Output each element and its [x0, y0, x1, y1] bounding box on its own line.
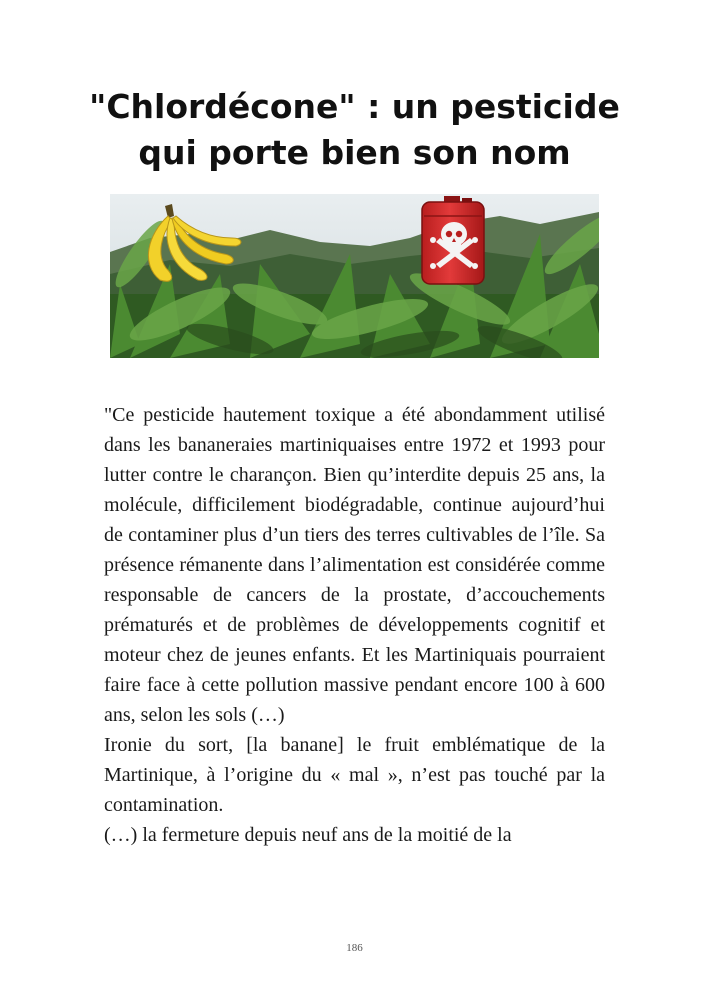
page-title-line-2: qui porte bien son nom: [138, 133, 571, 172]
paragraph-3: (…) la fermeture depuis neuf ans de la moitié de la: [104, 824, 512, 846]
paragraph-1: "Ce pesticide hautement toxique a été abondamment utilisé dans les bananeraies martiniquaises entre 1972 et 1993 pour lutter contre le charançon. Bien qu’interdite depuis 25 ans, la molécule, difficilement biodégradable, continue aujourd’hui de contaminer plus d’un tiers des terres cultivables de l’île. Sa présence rémanente dans l’alimentation est considérée comme responsable de cancers de la prostate, d’accouchements prématurés et de problèmes de développements cognitif et moteur chez de jeunes enfants. Et les Martiniquais pourraient faire face à cette pollution massive pendant encore 100 à 600 ans, selon les sols (…): [104, 404, 605, 726]
article-body: [104, 400, 605, 850]
page-title-line-1: "Chlordécone" : un pesticide: [89, 87, 620, 126]
poison-canister-icon: [422, 196, 484, 284]
banana-plantation-illustration: [110, 194, 599, 358]
paragraph-2: Ironie du sort, [la banane] le fruit emblématique de la Martinique, à l’origine du « mal », n’est pas touché par la contamination.: [104, 734, 605, 816]
page-title: [60, 84, 649, 176]
page-number: 186: [346, 942, 363, 954]
